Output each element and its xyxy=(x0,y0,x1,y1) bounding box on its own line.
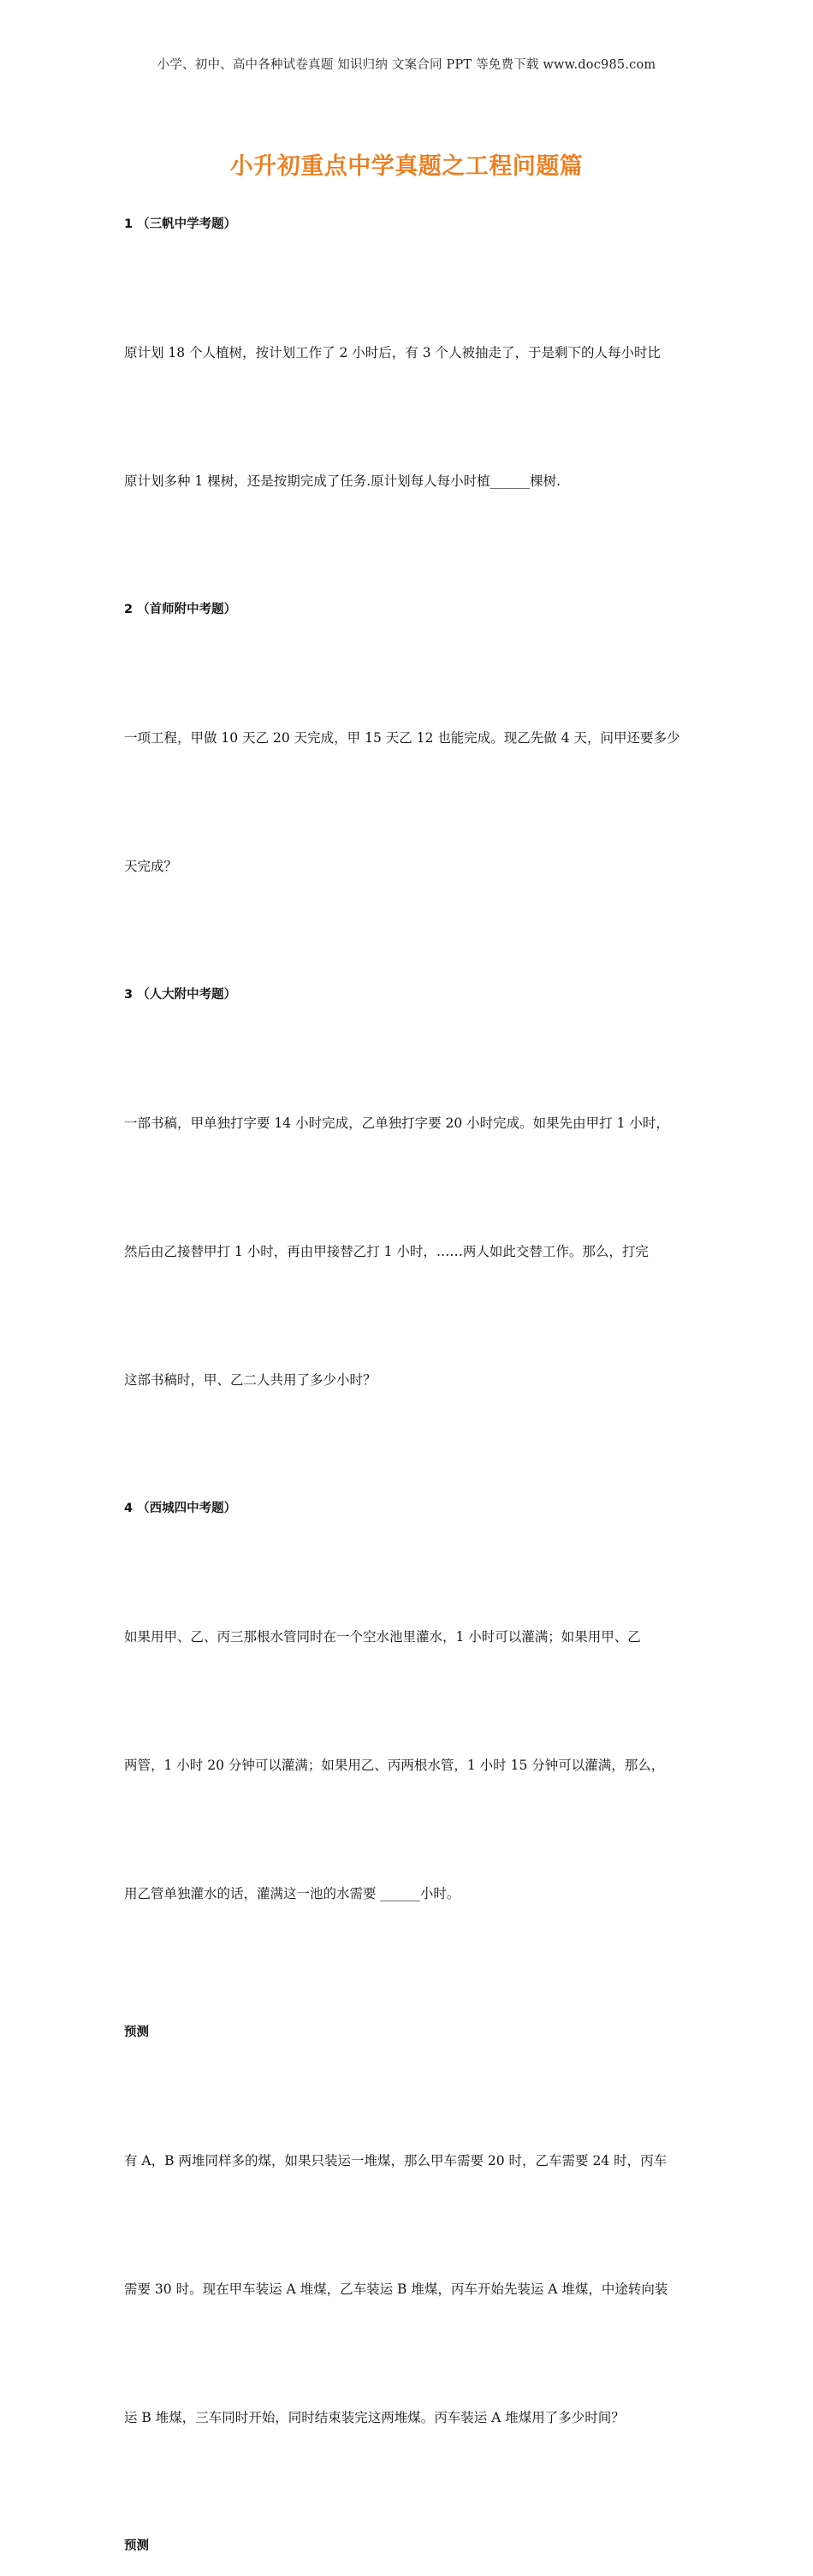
text-line: 这部书稿时，甲、乙二人共用了多少小时？ xyxy=(124,1372,377,1388)
question-1-text xyxy=(124,254,693,597)
text-line: 原计划多种 1 棵树，还是按期完成了任务.原计划每人每小时植______棵树. xyxy=(124,473,561,489)
question-3-text xyxy=(124,1025,693,1496)
text-line: 有 A，B 两堆同样多的煤，如果只装运一堆煤，那么甲车需要 20 时，乙车需要 24 时，丙车 xyxy=(124,2153,668,2168)
text-line: 一部书稿，甲单独打字要 14 小时完成，乙单独打字要 20 小时完成。如果先由甲打 1 小时， xyxy=(124,1115,669,1131)
prediction-1-heading: 预测 xyxy=(124,2026,149,2039)
question-4-text xyxy=(124,1538,693,2009)
question-1-heading: 1 （三帆中学考题） xyxy=(124,217,237,231)
text-line: 然后由乙接替甲打 1 小时，再由甲接替乙打 1 小时，……两人如此交替工作。那么，打完 xyxy=(124,1244,649,1259)
prediction-2-heading: 预测 xyxy=(124,2539,149,2553)
text-line: 天完成？ xyxy=(124,859,178,874)
page-header: 小学、初中、高中各种试卷真题 知识归纳 文案合同 PPT 等免费下载 www.doc985.com xyxy=(157,58,656,72)
text-line: 运 B 堆煤，三车同时开始，同时结束装完这两堆煤。丙车装运 A 堆煤用了多少时间？ xyxy=(124,2410,625,2425)
text-line: 两管，1 小时 20 分钟可以灌满；如果用乙、丙两根水管，1 小时 15 分钟可以灌满，那么， xyxy=(124,1758,665,1773)
document-body xyxy=(124,211,693,2576)
prediction-1-text xyxy=(124,2062,693,2533)
text-line: 如果用甲、乙、丙三那根水管同时在一个空水池里灌水，1 小时可以灌满；如果用甲、乙 xyxy=(124,1629,641,1645)
question-2-text xyxy=(124,640,693,982)
question-3-heading: 3 （人大附中考题） xyxy=(124,988,237,1002)
question-2-heading: 2 （首师附中考题） xyxy=(124,603,237,616)
text-line: 用乙管单独灌水的话，灌满这一池的水需要 ______小时。 xyxy=(124,1886,460,1901)
text-line: 需要 30 时。现在甲车装运 A 堆煤，乙车装运 B 堆煤，丙车开始先装运 A 堆煤，中途转向装 xyxy=(124,2282,668,2297)
question-4-heading: 4 （西城四中考题） xyxy=(124,1502,237,1515)
text-line: 一项工程，甲做 10 天乙 20 天完成，甲 15 天乙 12 也能完成。现乙先做 4 天，问甲还要多少 xyxy=(124,730,680,746)
text-line: 原计划 18 个人植树，按计划工作了 2 小时后，有 3 个人被抽走了，于是剩下的人每小时比 xyxy=(124,345,662,360)
document-title: 小升初重点中学真题之工程问题篇 xyxy=(229,153,584,180)
